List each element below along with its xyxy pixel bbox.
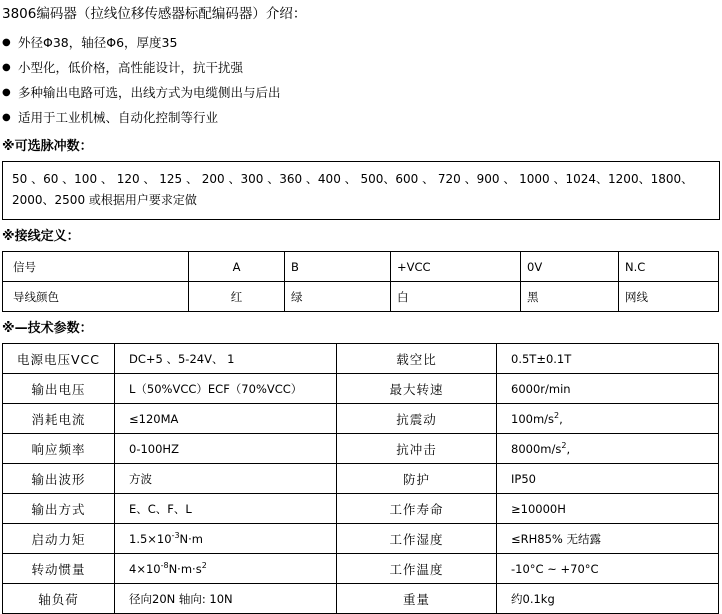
- spec-value: 0-100HZ: [115, 434, 337, 464]
- spec-label-secondary: 工作寿命: [337, 494, 497, 524]
- spec-label-secondary: 抗震动: [337, 404, 497, 434]
- pulse-options-line-1: 50 、60 、100 、 120 、 125 、 200 、300 、360 、400 、 500、600 、 720 、900 、 1000 、1024、1200、1800、: [12, 172, 694, 186]
- spec-value: L（50%VCC）ECF（70%VCC）: [115, 374, 337, 404]
- pulse-section-heading: ※可选脉冲数：: [2, 139, 93, 154]
- spec-value-secondary: 0.5T±0.1T: [497, 344, 719, 374]
- spec-table: [2, 343, 719, 614]
- spec-value: $4\times 10^{-8}N\cdot m\cdot s^2$: [115, 554, 337, 584]
- pulse-options-box: [2, 161, 720, 220]
- table-row: [3, 344, 719, 374]
- table-row: [3, 404, 719, 434]
- spec-label: 电源电压VCC: [3, 344, 115, 374]
- list-item: ● 多种输出电路可选，出线方式为电缆侧出与后出: [0, 80, 722, 105]
- wiring-row-label: 导线颜色: [3, 282, 189, 312]
- spec-value: E、C、F、L: [115, 494, 337, 524]
- spec-value-secondary: -10°C ~ +70°C: [497, 554, 719, 584]
- spec-value-secondary: 约0.1kg: [497, 584, 719, 614]
- table-row: [3, 524, 719, 554]
- spec-label: 消耗电流: [3, 404, 115, 434]
- wiring-table: [2, 251, 719, 312]
- wiring-row-label: 信号: [3, 252, 189, 282]
- table-row: [3, 584, 719, 614]
- wiring-cell: N.C: [619, 252, 719, 282]
- spec-label: 轴负荷: [3, 584, 115, 614]
- feature-list: [0, 30, 722, 130]
- table-row: [3, 374, 719, 404]
- wiring-cell: 红: [189, 282, 285, 312]
- spec-value: 径向20N 轴向: 10N: [115, 584, 337, 614]
- list-item: ● 外径Φ38，轴径Φ6，厚度35: [0, 30, 722, 55]
- wiring-cell: 绿: [285, 282, 391, 312]
- wiring-cell: 网线: [619, 282, 719, 312]
- wiring-cell: A: [189, 252, 285, 282]
- spec-label: 输出电压: [3, 374, 115, 404]
- pulse-options-line-2: 2000、2500 或根据用户要求定做: [12, 193, 197, 207]
- wiring-cell: +VCC: [391, 252, 521, 282]
- wiring-cell: 0V: [521, 252, 619, 282]
- spec-label-secondary: 最大转速: [337, 374, 497, 404]
- list-item: ● 适用于工业机械、自动化控制等行业: [0, 105, 722, 130]
- spec-label: 输出方式: [3, 494, 115, 524]
- wiring-cell: 黑: [521, 282, 619, 312]
- spec-label-secondary: 重量: [337, 584, 497, 614]
- spec-label-secondary: 工作湿度: [337, 524, 497, 554]
- table-row: [3, 252, 719, 282]
- spec-label: 响应频率: [3, 434, 115, 464]
- spec-value: 方波: [115, 464, 337, 494]
- list-item: ● 小型化，低价格，高性能设计，抗干扰强: [0, 55, 722, 80]
- table-row: [3, 282, 719, 312]
- spec-value-secondary: $8000m/s^2$,: [497, 434, 719, 464]
- spec-label: 转动惯量: [3, 554, 115, 584]
- spec-value: ≤120MA: [115, 404, 337, 434]
- wiring-cell: B: [285, 252, 391, 282]
- spec-value-secondary: 6000r/min: [497, 374, 719, 404]
- spec-label-secondary: 载空比: [337, 344, 497, 374]
- document-page: [0, 4, 722, 607]
- spec-value-secondary: ≤RH85% 无结露: [497, 524, 719, 554]
- table-row: [3, 434, 719, 464]
- spec-value-secondary: $100m/s^2$,: [497, 404, 719, 434]
- spec-value-secondary: IP50: [497, 464, 719, 494]
- spec-label-secondary: 工作温度: [337, 554, 497, 584]
- spec-label: 输出波形: [3, 464, 115, 494]
- page-title: 3806编码器（拉线位移传感器标配编码器）介绍：: [2, 6, 307, 22]
- spec-label: 启动力矩: [3, 524, 115, 554]
- table-row: [3, 494, 719, 524]
- table-row: [3, 554, 719, 584]
- spec-label-secondary: 抗冲击: [337, 434, 497, 464]
- wiring-section-heading: ※接线定义：: [2, 229, 80, 244]
- spec-value-secondary: ≥10000H: [497, 494, 719, 524]
- wiring-cell: 白: [391, 282, 521, 312]
- table-row: [3, 464, 719, 494]
- spec-label-secondary: 防护: [337, 464, 497, 494]
- spec-value: $1.5\times 10^{-3}N\cdot m$: [115, 524, 337, 554]
- spec-value: DC+5 、5-24V、 1: [115, 344, 337, 374]
- spec-section-heading: ※—技术参数：: [2, 321, 93, 336]
